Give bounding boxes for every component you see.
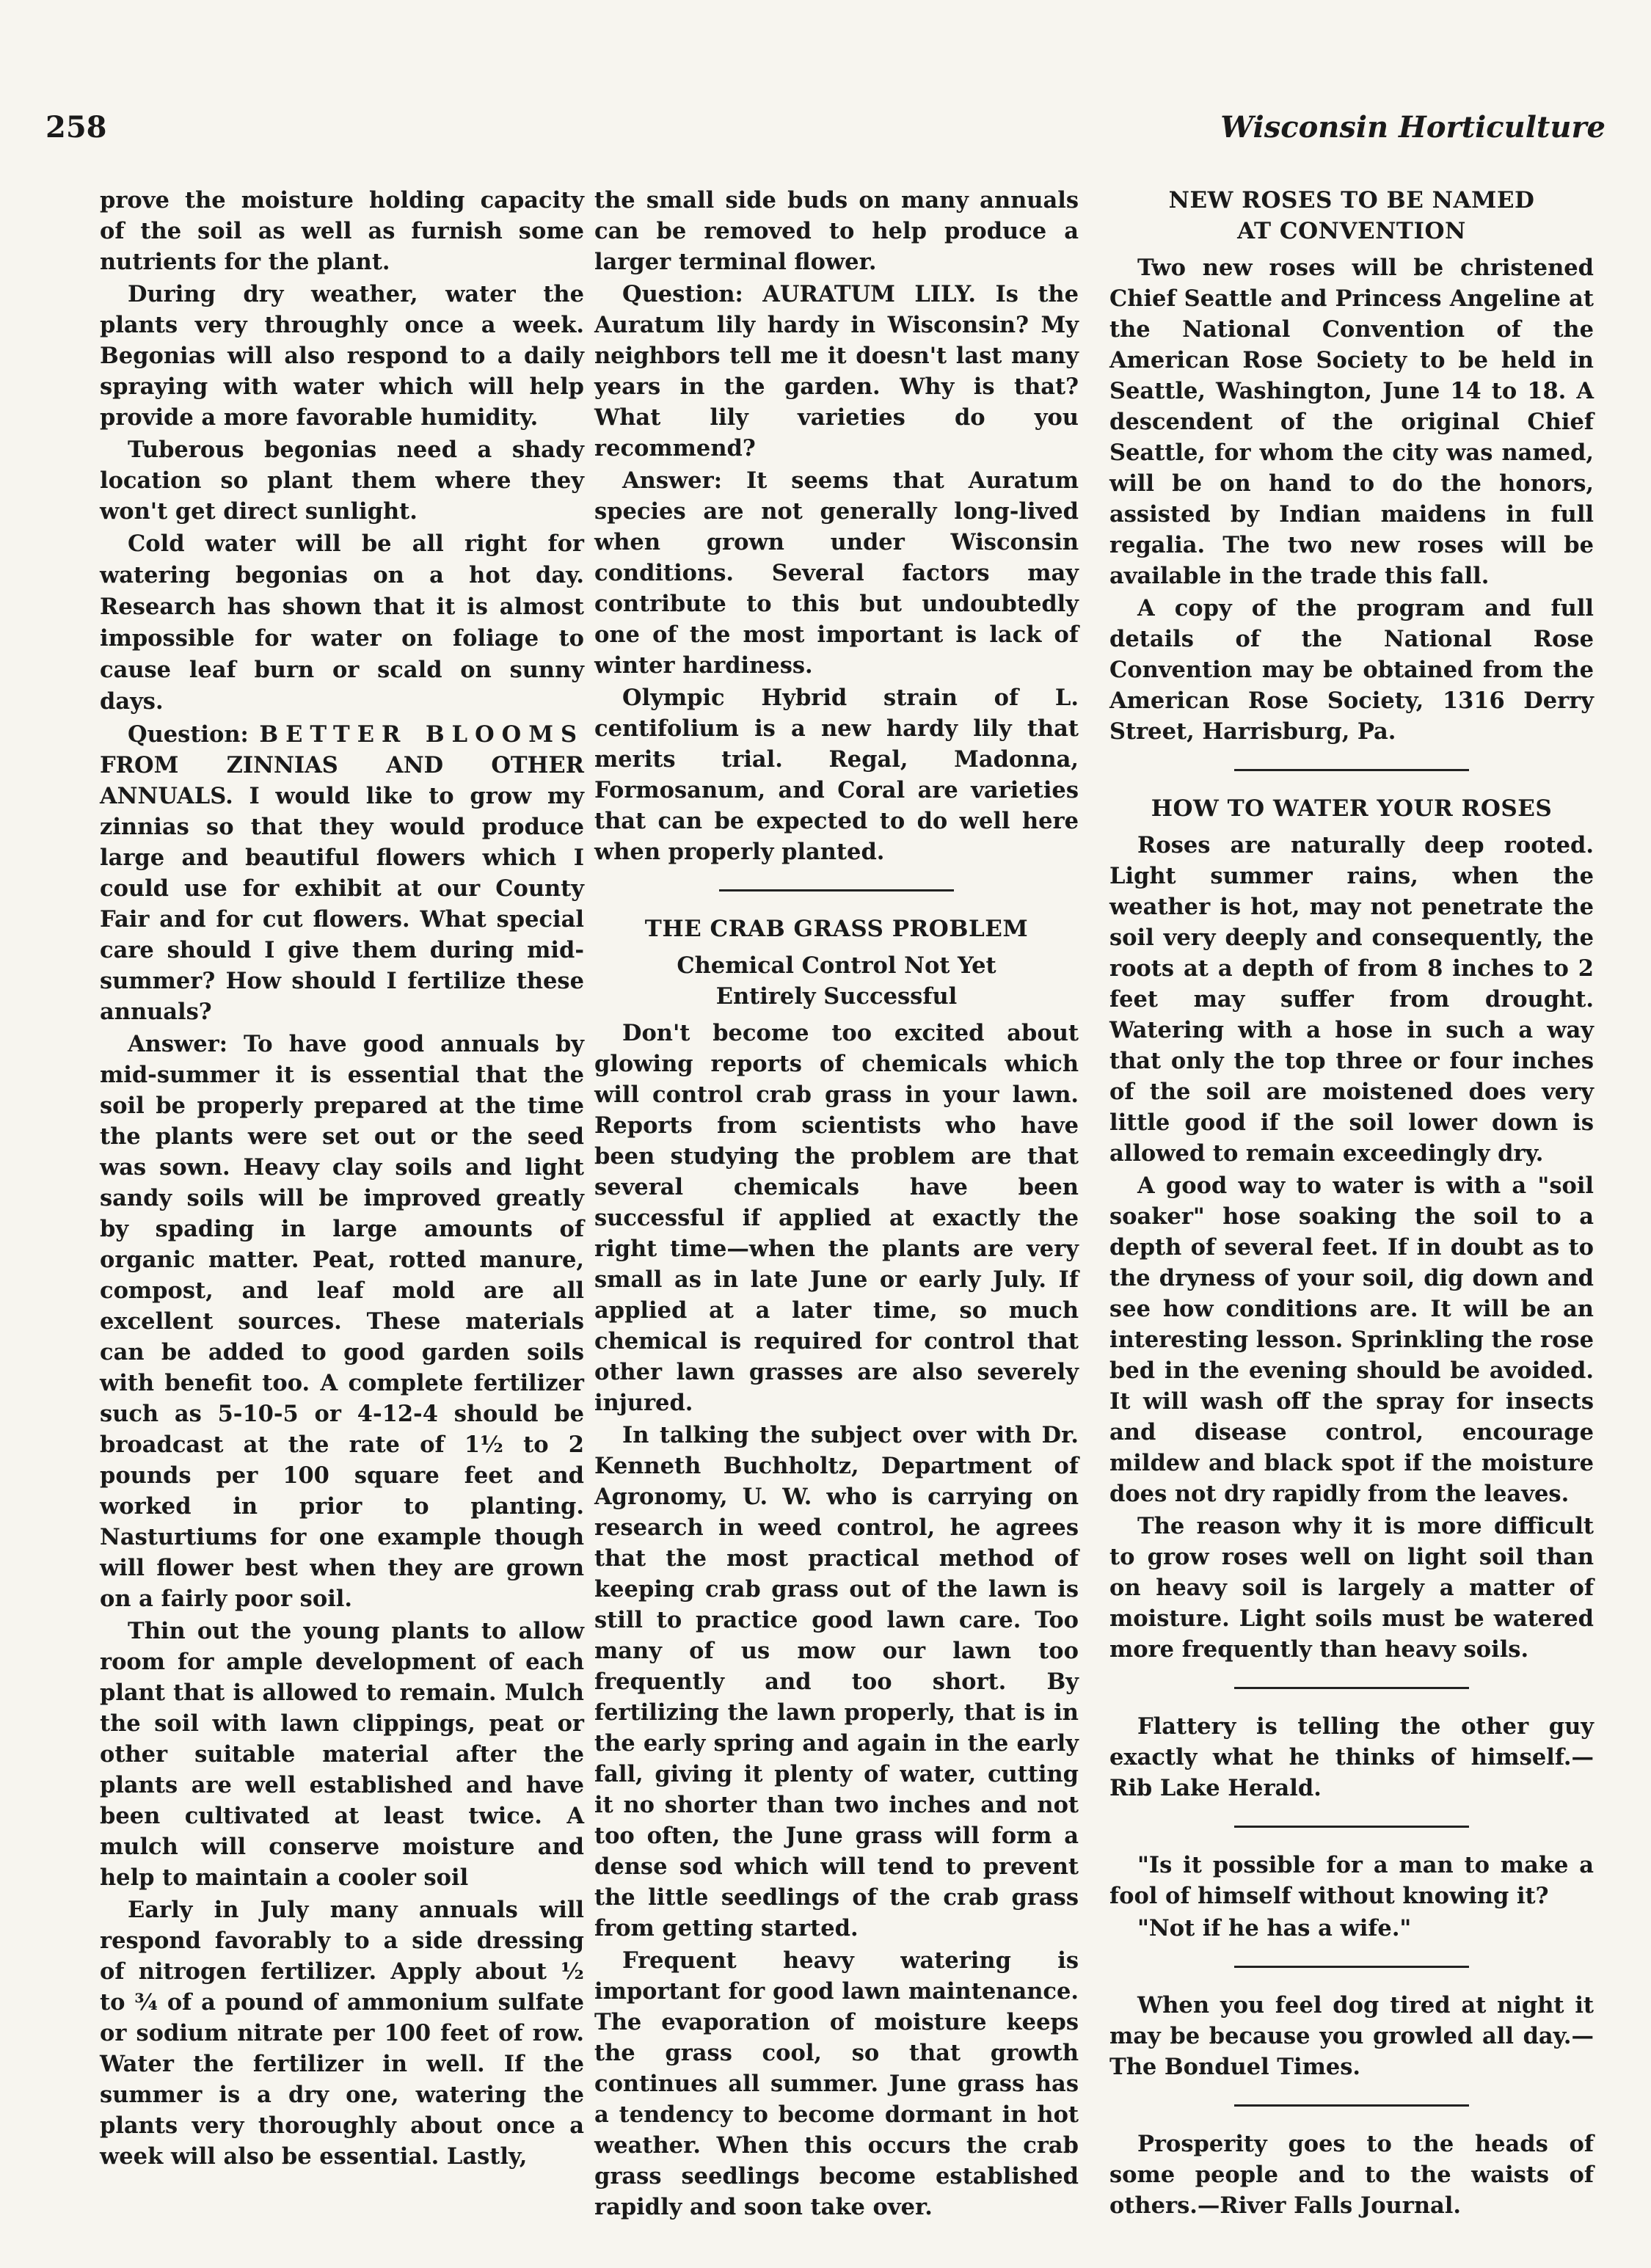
filler-quip: Prosperity goes to the heads of some people and to the waists of others.—River Falls Journal. [1109, 2131, 1594, 2219]
question-zinnias [100, 719, 584, 1027]
article-subheading [594, 950, 1079, 1012]
answer-paragraph: Answer: To have good annuals by mid-summer it is essential that the soil be properly prepared at the time the plants were set out or the seed was sown. Heavy clay soils and light sandy soils will be improved greatly by spading in large amounts of organic matter. Peat, rotted manure, compost, and leaf mold are all excellent sources. These materials can be added to good garden soils with benefit too. A complete fertilizer such as 5-10-5 or 4-12-4 should be broadcast at the rate of 1½ to 2 pounds per 100 square feet and worked in prior to planting. Nasturtiums for one example though will flower best when they are grown on a fairly poor soil. [100, 1031, 584, 1612]
article-heading: THE CRAB GRASS PROBLEM [644, 916, 1029, 942]
emphasis-text: exactly the right time [594, 1205, 1079, 1262]
text-run: Two new roses will be christened Chief Seattle and Princess Angeline at the National Convention of the American Rose Society to be held in Seattle, Washington, [1109, 255, 1594, 404]
divider [1234, 2104, 1469, 2107]
paragraph [100, 528, 584, 718]
paragraph [1109, 252, 1594, 591]
question-auratum: Question: AURATUM LILY. Is the Auratum lily hardy in Wisconsin? My neighbors tell me it doesn't last many years in the garden. Why is that? What lily varieties do you recommend? [594, 281, 1079, 462]
filler-quip: "Not if he has a wife." [1137, 1915, 1412, 1941]
column-1 [100, 185, 584, 2173]
text-run: A descendent of the original Chief Seattle, for whom the city was named, will be on hand to do the honors, assisted by Indian maidens in full regalia. The two new roses will be available in the trade this fall. [1109, 378, 1594, 589]
subheading-line: Chemical Control Not Yet [677, 952, 996, 979]
divider [719, 889, 954, 891]
paragraph: Roses are naturally deep rooted. Light summer rains, when the weather is hot, may not penetrate the soil very deeply and consequently, the roots at a depth of from 8 inches to 2 feet may suffer from drought. Watering with a hose in such a way that only the top three or four inches of the soil are moistened does very little good if the soil lower down is allowed to remain exceedingly dry. [1109, 832, 1594, 1167]
filler-quip: Flattery is telling the other guy exactly what he thinks of himself.—Rib Lake Herald. [1109, 1713, 1594, 1801]
paragraph [594, 1018, 1079, 1418]
question-body: FROM ZINNIAS AND OTHER ANNUALS. I would like to grow my zinnias so that they would produce large and beautiful flowers which I could use for exhibit at our County Fair and for cut flowers. What special care should I give them during mid-summer? How should I fertilize these annuals? [100, 752, 584, 1025]
text-run: —when the plants are very small as in late June or early July. If applied at a later time, so much chemical is required for control that other lawn grasses are also severely injured. [594, 1236, 1079, 1416]
paragraph: prove the moisture holding capacity of the soil as well as furnish some nutrients for the plant. [100, 187, 584, 275]
paragraph: In talking the subject over with Dr. Kenneth Buchholtz, Department of Agronomy, U. W. who is carrying on research in weed control, he agrees that the most practical method of keeping crab grass out of the lawn is still to practice good lawn care. Too many of us mow our lawn too frequently and too short. By fertilizing the lawn properly, that is in the early spring and again in the early fall, giving it plenty of water, cutting it no shorter than two inches and not too often, the June grass will form a dense sod which will tend to prevent the little seedlings of the crab grass from getting started. [594, 1422, 1079, 1941]
emphasis-text: June 14 to 18. [1382, 378, 1567, 404]
text-run: Olympic Hybrid strain of [622, 685, 1055, 711]
article-heading [1109, 185, 1594, 247]
divider [1234, 1687, 1469, 1689]
divider [1234, 1966, 1469, 1968]
column-2 [594, 185, 1079, 2224]
text-run: is a new hardy lily that merits trial. Regal, Madonna, Formosanum, and Coral are varieties that can be expected to do well here when properly planted. [594, 715, 1079, 865]
emphasis-text: almost impossible for water on foliage to cause leaf burn or scald on sunny days. [100, 594, 584, 715]
paragraph: Tuberous begonias need a shady location so plant them where they won't get direct sunlight. [100, 437, 584, 525]
heading-line: AT CONVENTION [1237, 218, 1466, 244]
question-label: Question: [128, 721, 249, 748]
paragraph: Early in July many annuals will respond favorably to a side dressing of nitrogen fertilizer. Apply about ½ to ¾ of a pound of ammonium sulfate or sodium nitrate per 100 feet of row. Water the fertilizer in well. If the summer is a dry one, watering the plants very thoroughly about once a week will also be essential. Lastly, [100, 1897, 584, 2170]
paragraph: Frequent heavy watering is important for good lawn maintenance. The evaporation of moisture keeps the grass cool, so that growth continues all summer. June grass has a tendency to become dormant in hot weather. When this occurs the crab grass seedlings become established rapidly and soon take over. [594, 1947, 1079, 2220]
paragraph: A copy of the program and full details of the National Rose Convention may be obtained from the American Rose Society, 1316 Derry Street, Harrisburg, Pa. [1109, 595, 1594, 745]
answer-paragraph: Answer: It seems that Auratum species are not generally long-lived when grown under Wisconsin conditions. Several factors may contribute to this but undoubtedly one of the most important is lack of winter hardiness. [594, 467, 1079, 679]
divider [1234, 769, 1469, 771]
paragraph [594, 682, 1079, 867]
paragraph: During dry weather, water the plants very throughly once a week. Begonias will also respond to a daily spraying with water which will help provide a more favorable humidity. [100, 281, 584, 431]
question-title: BETTER BLOOMS [259, 721, 584, 748]
species-name: L. centifolium [594, 685, 1079, 742]
paragraph: A good way to water is with a "soil soaker" hose soaking the soil to a depth of several feet. If in doubt as to the dryness of your soil, dig down and see how conditions are. It will be an interesting lesson. Sprinkling the rose bed in the evening should be avoided. It will wash off the spray for insects and disease control, encourage mildew and black spot if the moisture does not dry rapidly from the leaves. [1109, 1173, 1594, 1507]
paragraph: the small side buds on many annuals can be removed to help produce a larger terminal flower. [594, 187, 1079, 275]
divider [1234, 1826, 1469, 1828]
paragraph: The reason why it is more difficult to grow roses well on light soil than on heavy soil is largely a matter of moisture. Light soils must be watered more frequently than heavy soils. [1109, 1513, 1594, 1663]
filler-quip: "Is it possible for a man to make a fool of himself without knowing it? [1109, 1852, 1594, 1909]
subheading-line: Entirely Successful [715, 983, 958, 1010]
publication-title: Wisconsin Horticulture [1220, 110, 1606, 145]
text-run: Don't become too excited about glowing reports of chemicals which will control crab grass in your lawn. Reports from scientists who have been studying the problem are that several chemicals have been successful if applied at [594, 1020, 1079, 1231]
paragraph: Thin out the young plants to allow room for ample development of each plant that is allowed to remain. Mulch the soil with lawn clippings, peat or other suitable material after the plants are well established and have been cultivated at least twice. A mulch will conserve moisture and help to maintain a cooler soil [100, 1618, 584, 1891]
text-run: Cold water will be all right for watering begonias on a hot day. Research has shown that it is [100, 530, 584, 620]
article-heading: HOW TO WATER YOUR ROSES [1151, 795, 1553, 822]
column-3 [1109, 185, 1594, 2223]
heading-line: NEW ROSES TO BE NAMED [1168, 187, 1535, 214]
filler-quip: When you feel dog tired at night it may be because you growled all day.—The Bonduel Times. [1109, 1992, 1594, 2080]
page-number: 258 [45, 110, 107, 145]
